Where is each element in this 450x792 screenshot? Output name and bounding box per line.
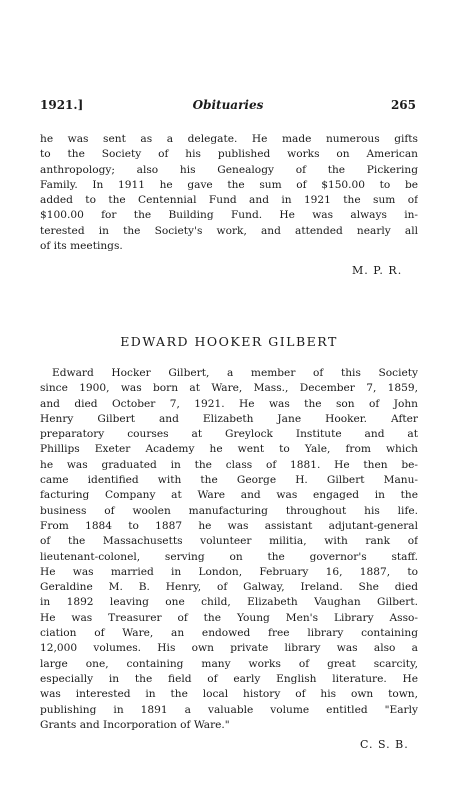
text-line: of the Massachusetts volunteer militia, with rank of (40, 535, 418, 548)
text-line: Phillips Exeter Academy he went to Yale, from which (40, 443, 418, 456)
volume-year: 1921.] (40, 98, 84, 112)
text-line: ciation of Ware, an endowed free library containing (40, 627, 418, 640)
text-line: lieutenant-colonel, serving on the governor's staff. (40, 550, 418, 563)
text-line: he was sent as a delegate. He made numerous gifts (40, 133, 418, 145)
text-line: Henry Gilbert and Elizabeth Jane Hooker. After (40, 412, 418, 425)
text-line: was interested in the local history of his own town, (40, 688, 418, 701)
text-line: $100.00 for the Building Fund. He was always in- (40, 209, 418, 222)
text-line: terested in the Society's work, and attended nearly all (40, 224, 418, 237)
text-line: 12,000 volumes. His own private library was also a (40, 642, 418, 655)
text-line: to the Society of his published works on American (40, 148, 418, 161)
text-line: came identified with the George H. Gilbert Manu- (40, 474, 418, 487)
text-line: added to the Centennial Fund and in 1921 the sum of (40, 194, 418, 207)
text-line: From 1884 to 1887 he was assistant adjutant-general (40, 519, 418, 532)
text-line: He was Treasurer of the Young Men's Library Asso- (40, 611, 418, 624)
text-line: preparatory courses at Greylock Institute and at (40, 428, 418, 441)
text-line: especially in the field of early English literature. He (40, 672, 418, 685)
text-line: Edward Hocker Gilbert, a member of this Society (52, 367, 418, 379)
text-line: He was married in London, February 16, 1887, to (40, 565, 418, 578)
text-line: Family. In 1911 he gave the sum of $150.00 to be (40, 178, 418, 191)
obituary-paragraph (40, 366, 418, 733)
text-line: Geraldine M. B. Henry, of Galway, Ireland. She died (40, 581, 418, 594)
text-line: Grants and Incorporation of Ware." (40, 718, 230, 731)
continuation-paragraph (40, 132, 418, 254)
text-line: and died October 7, 1921. He was the son of John (40, 397, 418, 410)
obituary-heading: EDWARD HOOKER GILBERT (120, 334, 338, 349)
text-line: large one, containing many works of great scarcity, (40, 657, 418, 670)
running-head (40, 98, 416, 116)
section-title: Obituaries (192, 98, 264, 112)
author-signature: C. S. B. (360, 738, 409, 751)
text-line: since 1900, was born at Ware, Mass., December 7, 1859, (40, 382, 418, 395)
page-number: 265 (390, 98, 416, 112)
text-line: publishing in 1891 a valuable volume entitled "Early (40, 703, 418, 716)
text-line: of its meetings. (40, 240, 123, 253)
text-line: anthropology; also his Genealogy of the Pickering (40, 163, 418, 176)
text-line: facturing Company at Ware and was engaged in the (40, 489, 418, 502)
text-line: he was graduated in the class of 1881. He then be- (40, 458, 418, 471)
text-line: business of woolen manufacturing throughout his life. (40, 504, 418, 517)
text-line: in 1892 leaving one child, Elizabeth Vaughan Gilbert. (40, 596, 418, 609)
author-signature: M. P. R. (352, 264, 403, 277)
